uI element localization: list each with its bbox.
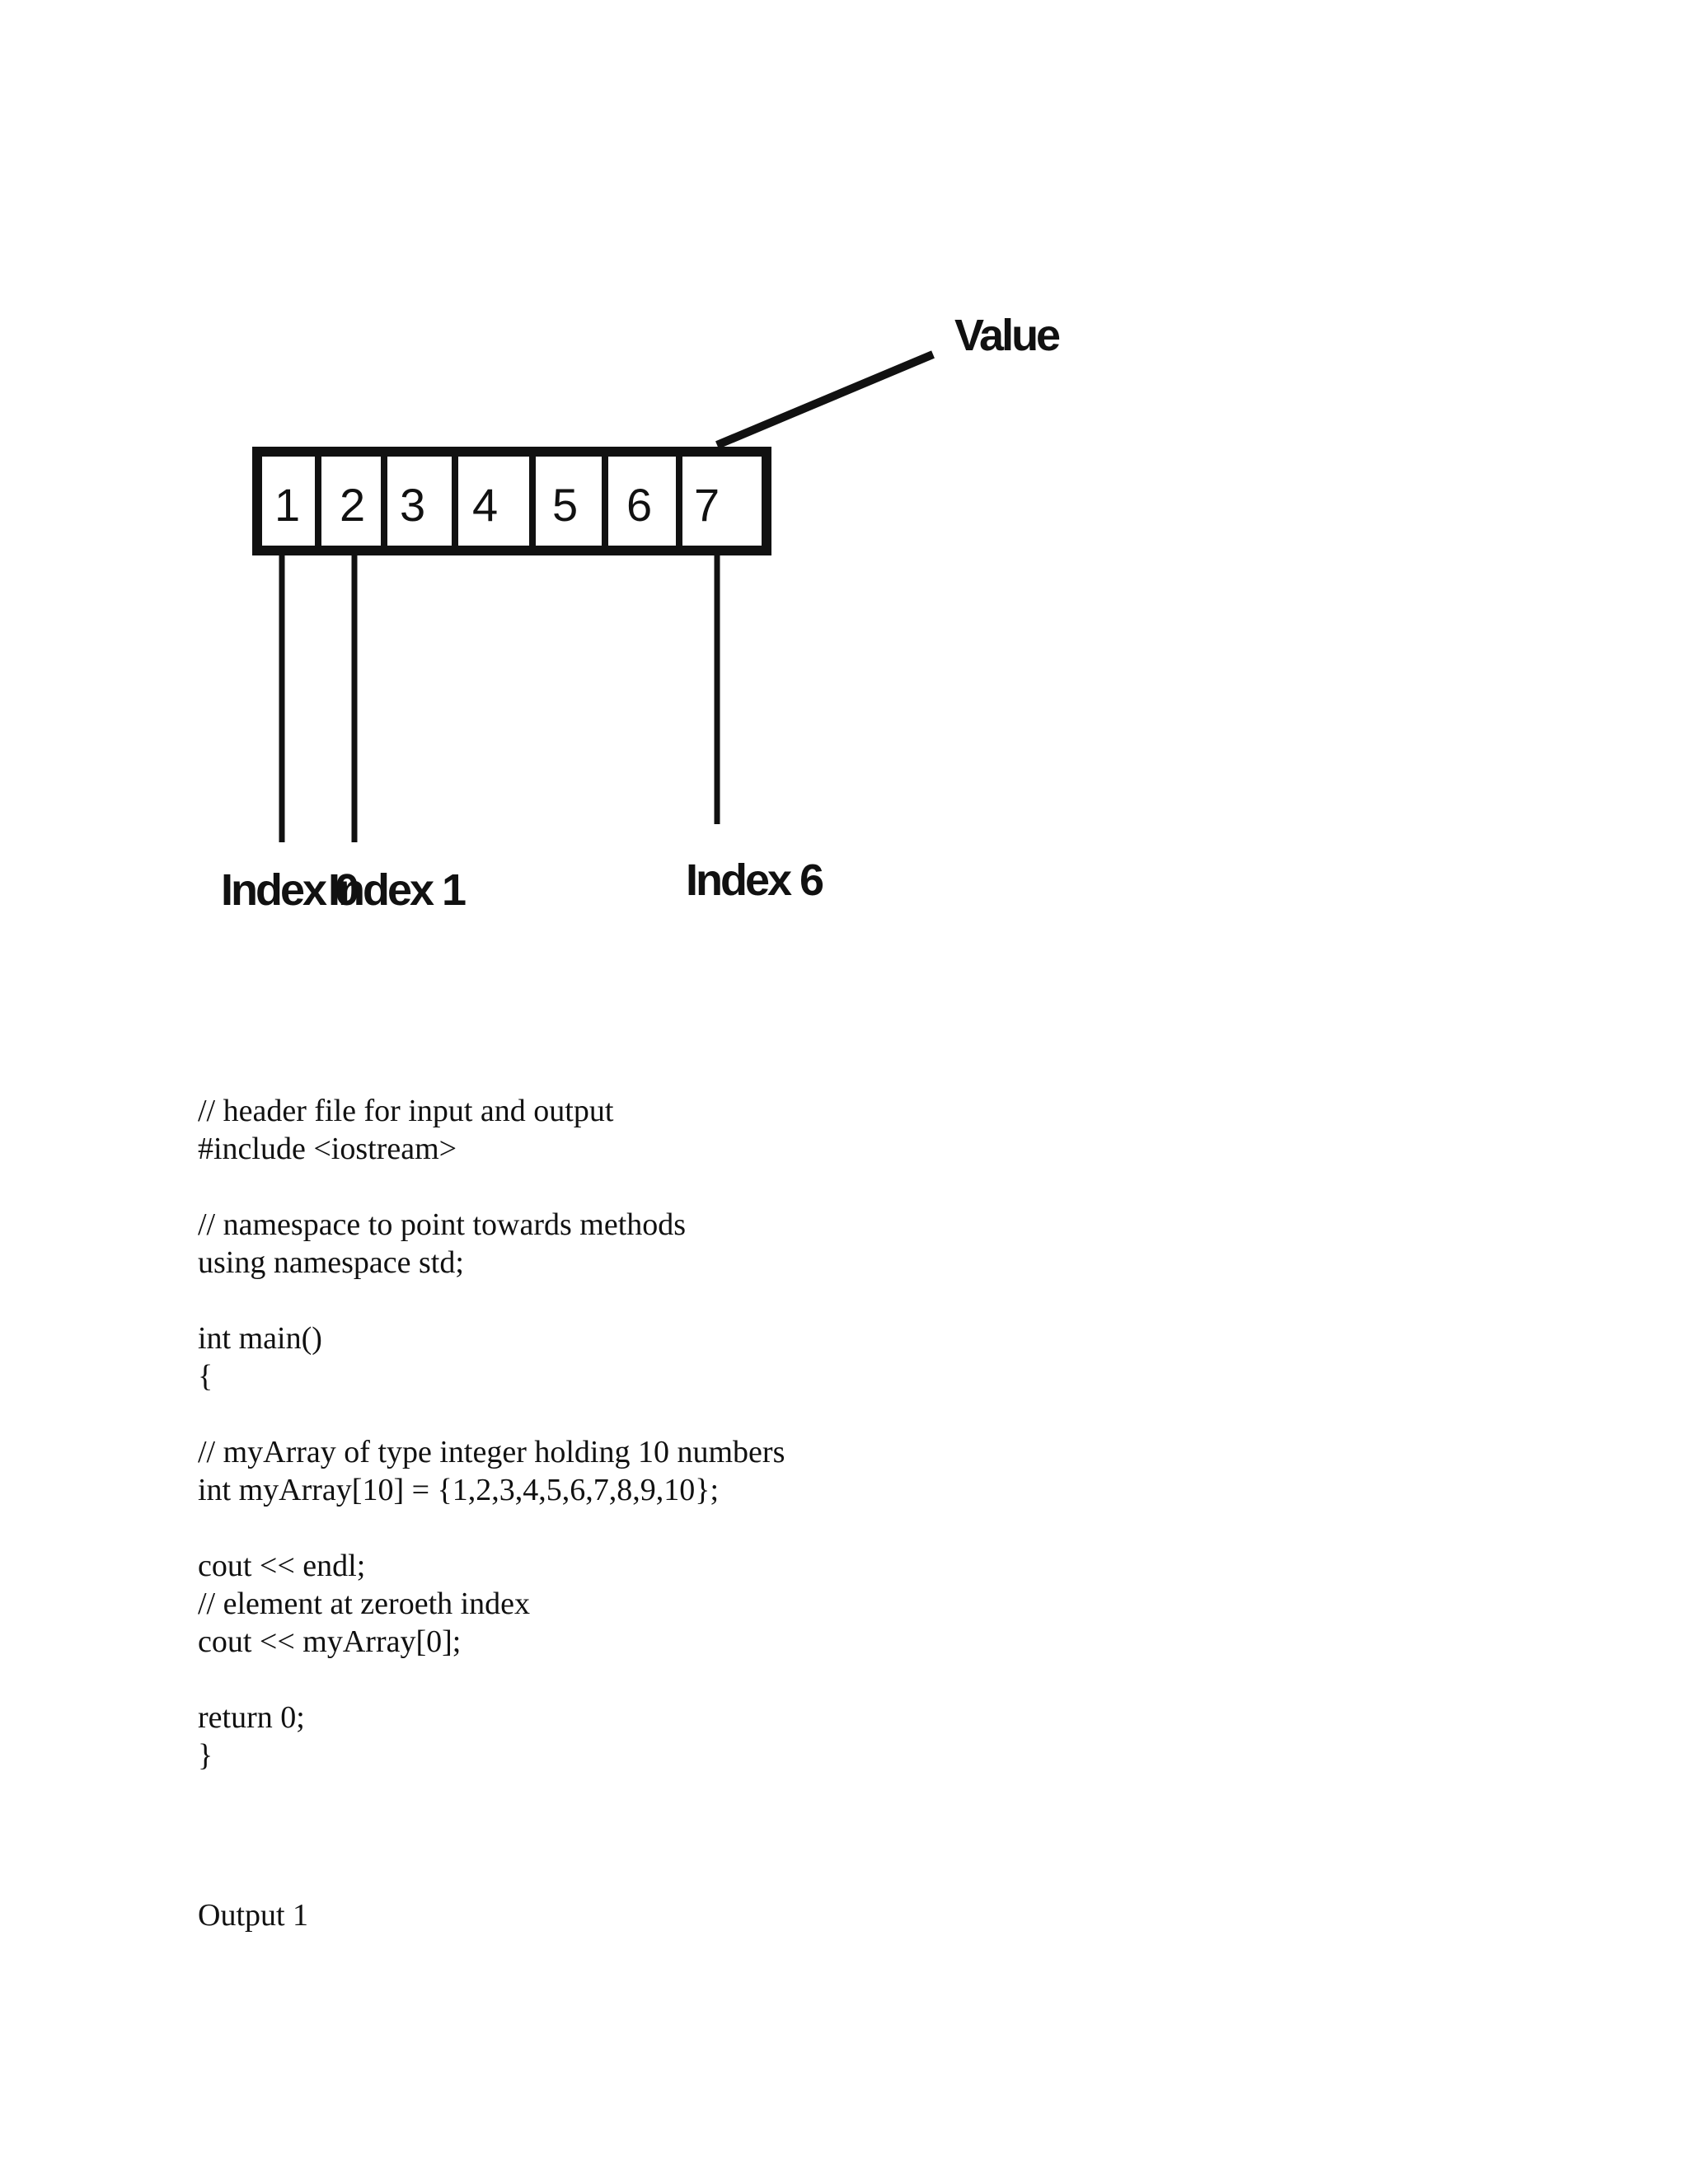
value-pointer-line: [717, 354, 933, 445]
code-line: {: [198, 1359, 213, 1394]
index-6-label: Index 6: [686, 855, 823, 905]
code-line: #include <iostream>: [198, 1132, 457, 1166]
index-0-label: Index 0: [221, 865, 358, 915]
array-cell: 5: [552, 479, 579, 531]
output-label: Output 1: [198, 1898, 309, 1933]
array-frame: [257, 452, 767, 551]
code-line: // header file for input and output: [198, 1094, 614, 1128]
code-line: [198, 1282, 785, 1319]
array-cell: 6: [626, 479, 653, 531]
code-line: }: [198, 1738, 213, 1773]
code-line: [198, 1395, 785, 1433]
code-line: // namespace to point towards methods: [198, 1207, 687, 1242]
code-line: [198, 1168, 785, 1206]
array-cell: 4: [472, 479, 499, 531]
code-line: int main(): [198, 1321, 322, 1356]
array-cell-dividers: [318, 452, 679, 551]
index-1-label: Index 1: [328, 865, 465, 915]
code-line: [198, 1661, 785, 1699]
array-cell: 2: [340, 479, 366, 531]
array-cell: 1: [274, 479, 301, 531]
array-diagram: [0, 0, 1688, 989]
code-line: using namespace std;: [198, 1245, 464, 1280]
code-line: cout << myArray[0];: [198, 1624, 462, 1659]
code-line: // myArray of type integer holding 10 numbers: [198, 1435, 785, 1469]
code-line: // element at zeroeth index: [198, 1586, 531, 1621]
value-label: Value: [954, 311, 1059, 360]
code-line: [198, 1509, 785, 1547]
array-cell: 3: [400, 479, 426, 531]
code-line: int myArray[10] = {1,2,3,4,5,6,7,8,9,10};: [198, 1473, 720, 1507]
array-cell: 7: [694, 479, 720, 531]
code-line: return 0;: [198, 1700, 305, 1735]
code-line: cout << endl;: [198, 1549, 366, 1583]
array-cells: [274, 479, 720, 531]
code-listing: [198, 1092, 785, 1774]
